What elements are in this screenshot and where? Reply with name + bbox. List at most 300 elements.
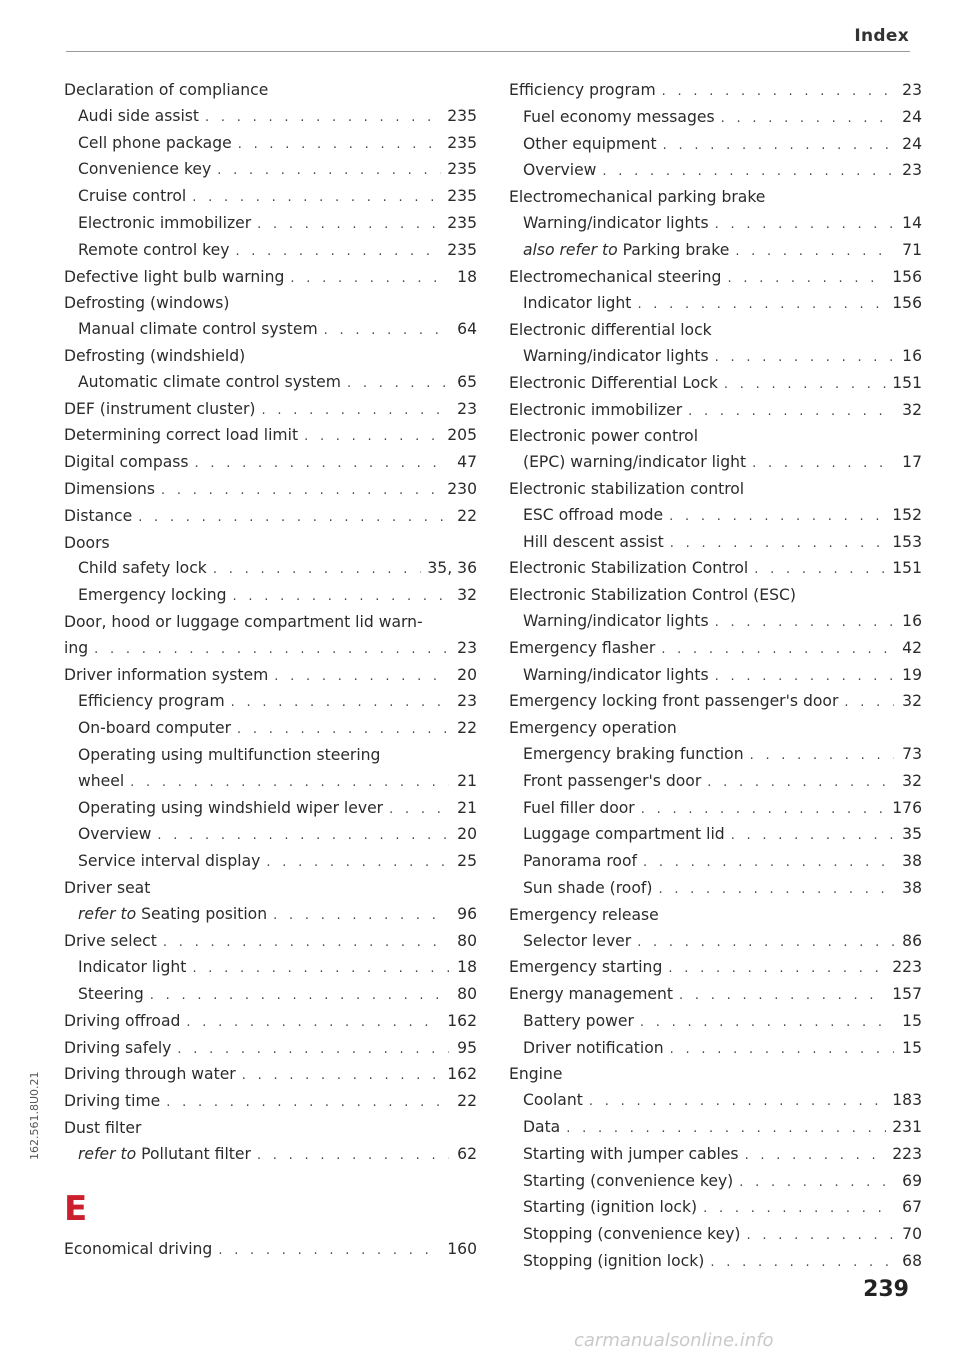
entry-term [78,556,207,582]
entry-text: Doors [64,533,110,552]
index-entry [509,450,922,477]
entry-term [509,265,721,291]
entry-term [64,929,157,955]
cross-reference-prefix: also refer to [523,240,618,259]
index-entry [509,158,922,185]
entry-text: Warning/indicator lights [523,346,709,365]
index-entry [64,317,477,344]
index-entry [64,716,477,743]
entry-term [509,1062,562,1088]
left-entries-after-e [64,1237,477,1264]
index-entry [64,157,477,184]
entry-term [523,1142,739,1168]
entry-term [509,716,677,742]
entry-page: 22 [457,719,477,738]
index-entry [64,955,477,982]
index-entry [64,477,477,504]
index-entry [509,1062,922,1088]
index-entry [509,371,922,398]
dot-leader [724,372,886,398]
entry-text: Parking brake [622,240,730,259]
entry-term [64,1009,180,1035]
entry-term [78,317,318,343]
index-entry [64,1089,477,1116]
entry-term [64,78,268,104]
entry-term [523,1222,741,1248]
entry-text: Emergency release [509,905,659,924]
dot-leader [731,823,894,849]
entry-page: 223 [892,958,922,977]
section-title: Index [854,26,909,46]
index-entry [509,583,922,609]
index-entry [509,265,922,292]
entry-page: 20 [457,665,477,684]
entry-term [64,636,88,662]
dot-leader [257,1143,449,1169]
entry-text: Engine [509,1065,563,1084]
index-entry [64,450,477,477]
entry-page: 162 [447,1011,477,1030]
entry-text: Driving offroad [64,1011,181,1030]
entry-term [523,1009,634,1035]
index-entry [64,556,477,583]
index-entry [64,291,477,317]
index-entry [509,556,922,583]
index-entry [509,477,922,503]
index-entry [64,796,477,823]
entry-term [523,1115,560,1141]
entry-page: 153 [892,532,922,551]
dot-leader [163,930,449,956]
entry-text: Starting with jumper cables [523,1144,739,1163]
entry-term [64,1062,236,1088]
entry-term [78,902,267,928]
dot-leader [261,398,449,424]
index-entry [64,531,477,557]
entry-text: Door, hood or luggage compartment lid warn- [64,612,423,631]
index-entry [509,1249,922,1276]
index-entry [509,211,922,238]
dot-leader [257,212,441,238]
dot-leader [640,1010,894,1036]
index-entry [64,131,477,158]
dot-leader [94,637,449,663]
index-entry [509,849,922,876]
dot-leader [157,823,449,849]
entry-page: 32 [902,771,922,790]
entry-text: Indicator light [523,294,632,313]
entry-term [523,663,709,689]
index-entry [509,903,922,929]
entry-term [78,822,151,848]
dot-leader [566,1116,886,1142]
entry-term [64,291,229,317]
dot-leader [177,1037,449,1063]
entry-text: Defective light bulb warning [64,267,285,286]
entry-page: 235 [447,106,477,125]
entry-page: 68 [902,1252,922,1271]
entry-page: 32 [457,586,477,605]
entry-text: Electronic immobilizer [78,213,252,232]
entry-page: 70 [902,1225,922,1244]
dot-leader [721,106,894,132]
dot-leader [844,690,894,716]
index-entry [509,291,922,318]
entry-term [523,158,596,184]
entry-term [523,291,631,317]
index-entry [509,503,922,530]
entry-page: 23 [902,81,922,99]
dot-leader [643,850,894,876]
index-entry [64,104,477,131]
entry-term [64,531,110,557]
dot-leader [688,399,894,425]
index-entry [509,663,922,690]
entry-term [78,370,341,396]
entry-page: 62 [457,1144,477,1163]
entry-page: 235 [447,133,477,152]
entry-page: 71 [902,240,922,259]
dot-leader [745,1143,887,1169]
dot-leader [750,743,894,769]
dot-leader [641,797,887,823]
entry-text: Emergency starting [509,958,663,977]
entry-term [64,610,423,636]
index-entry [64,1142,477,1169]
entry-text: Selector lever [523,931,632,950]
entry-text: Emergency braking function [523,744,744,763]
entry-text: Dust filter [64,1119,142,1138]
dot-leader [658,877,894,903]
document-code: 162.561.8U0.21 [28,1071,41,1160]
entry-term [78,982,144,1008]
index-entry [509,609,922,636]
index-entry [64,397,477,424]
entry-page: 235 [447,160,477,179]
entry-text: Warning/indicator lights [523,213,709,232]
entry-term [509,955,662,981]
entry-text: Emergency flasher [509,638,656,657]
entry-page: 162 [447,1065,477,1084]
entry-page: 24 [902,134,922,153]
dot-leader [235,239,441,265]
dot-leader [242,1063,442,1089]
entry-page: 80 [457,985,477,1004]
entry-term [523,105,715,131]
dot-leader [754,557,886,583]
entry-term [509,636,655,662]
index-entry [509,796,922,823]
entry-term [64,344,245,370]
entry-term [509,583,796,609]
entry-page: 22 [457,1092,477,1111]
entry-text: Electronic Stabilization Control [509,559,749,578]
entry-term [523,450,746,476]
entry-text: Fuel filler door [523,798,635,817]
entry-text: Drive select [64,931,157,950]
entry-term [523,822,725,848]
entry-page: 24 [902,107,922,126]
entry-text: Service interval display [78,852,261,871]
index-entry [64,1036,477,1063]
entry-term [78,716,231,742]
dot-leader [192,185,441,211]
index-entry [509,822,922,849]
entry-text: Pollutant filter [141,1144,251,1163]
dot-leader [710,1250,894,1276]
index-entry [64,929,477,956]
entry-term [78,583,227,609]
dot-leader [715,212,894,238]
index-entry [509,876,922,903]
entry-text: Driving safely [64,1038,172,1057]
dot-leader [150,983,449,1009]
index-entry [64,769,477,796]
dot-leader [213,557,422,583]
dot-leader [707,770,894,796]
entry-text: Electromechanical parking brake [509,188,766,207]
index-entry [64,344,477,370]
entry-text: Panorama roof [523,852,637,871]
entry-page: 160 [447,1239,477,1258]
index-entry [64,211,477,238]
entry-term [64,1089,160,1115]
entry-text: Front passenger's door [523,771,702,790]
index-entry [64,265,477,292]
entry-page: 35 [902,825,922,844]
entry-term [523,238,729,264]
entry-text: Child safety lock [78,559,207,578]
entry-page: 47 [457,453,477,472]
entry-text: Automatic climate control system [78,372,341,391]
entry-page: 32 [902,400,922,419]
index-entry [64,610,477,636]
index-entry [509,132,922,159]
entry-text: Electronic immobilizer [509,400,683,419]
index-entry [509,105,922,132]
entry-page: 32 [902,692,922,711]
entry-term [523,876,652,902]
entry-page: 21 [457,798,477,817]
index-entry [64,902,477,929]
entry-text: Stopping (ignition lock) [523,1252,705,1271]
entry-page: 151 [892,373,922,392]
entry-text: Efficiency program [509,81,656,99]
entry-text: Data [523,1118,561,1137]
entry-term [523,849,637,875]
entry-page: 80 [457,931,477,950]
entry-text: Operating using multifunction steering [78,745,381,764]
entry-page: 38 [902,852,922,871]
page-number: 239 [863,1277,909,1302]
dot-leader [670,531,886,557]
entry-page: 18 [457,958,477,977]
entry-term [523,1036,664,1062]
entry-term [509,689,838,715]
entry-term [78,955,186,981]
entry-text: Steering [78,985,144,1004]
index-entry [509,318,922,344]
entry-term [64,1116,141,1142]
entry-term [523,796,635,822]
entry-text: Battery power [523,1011,634,1030]
entry-text: Operating using windshield wiper lever [78,798,384,817]
entry-term [78,849,260,875]
entry-page: 86 [902,931,922,950]
entry-page: 25 [457,852,477,871]
entry-text: Indicator light [78,958,187,977]
entry-page: 35, 36 [427,559,477,578]
entry-term [509,982,673,1008]
dot-leader [727,266,886,292]
index-entry [64,636,477,663]
entry-page: 65 [457,372,477,391]
entry-text: On-board computer [78,719,231,738]
dot-leader [715,610,894,636]
index-entry [509,1222,922,1249]
dot-leader [192,956,449,982]
index-entry [509,1115,922,1142]
dot-leader [186,1010,441,1036]
entry-page: 69 [902,1171,922,1190]
entry-term [64,450,189,476]
entry-text: Cell phone package [78,133,232,152]
entry-text: Warning/indicator lights [523,611,709,630]
entry-term [64,1036,171,1062]
entry-term [509,398,682,424]
entry-page: 23 [902,161,922,180]
dot-leader [266,850,449,876]
index-entry [64,743,477,769]
index-entry [509,1088,922,1115]
entry-text: DEF (instrument cluster) [64,399,256,418]
entry-term [78,131,232,157]
entry-text: Economical driving [64,1239,213,1258]
entry-term [78,184,186,210]
entry-page: 21 [457,771,477,790]
entry-page: 18 [457,267,477,286]
index-entry [509,1195,922,1222]
index-entry [509,929,922,956]
entry-term [523,503,663,529]
right-entries [509,78,922,1276]
watermark: carmanualsonline.info [574,1330,774,1351]
entry-term [509,424,698,450]
entry-page: 96 [457,904,477,923]
entry-text: Electronic stabilization control [509,479,745,498]
entry-text: Distance [64,506,133,525]
entry-text: Driver information system [64,665,269,684]
entry-text: Driver notification [523,1038,664,1057]
entry-text: Dimensions [64,479,156,498]
dot-leader [739,1170,894,1196]
entry-page: 73 [902,744,922,763]
entry-term [78,211,251,237]
entry-text: Emergency operation [509,719,677,738]
index-entry [64,1116,477,1142]
entry-text: Hill descent assist [523,532,664,551]
dot-leader [161,478,441,504]
entry-page: 67 [902,1198,922,1217]
index-entry [64,184,477,211]
dot-leader [218,1238,441,1264]
entry-page: 235 [447,213,477,232]
dot-leader [389,797,449,823]
entry-text: Warning/indicator lights [523,665,709,684]
dot-leader [217,158,441,184]
index-entry [64,583,477,610]
index-column-right [509,78,922,1276]
dot-leader [274,664,449,690]
entry-term [509,556,748,582]
dot-leader [663,133,894,159]
index-entry [509,769,922,796]
index-entry [64,689,477,716]
index-entry [509,398,922,425]
entry-term [78,157,211,183]
entry-page: 16 [902,346,922,365]
index-entry [64,982,477,1009]
entry-term [523,742,744,768]
entry-text: wheel [78,771,125,790]
entry-term [64,876,150,902]
dot-leader [661,637,894,663]
entry-term [523,1195,697,1221]
entry-text: Starting (convenience key) [523,1171,734,1190]
dot-leader [715,345,894,371]
entry-page: 15 [902,1011,922,1030]
index-entry [64,370,477,397]
index-entry [509,689,922,716]
entry-term [78,238,229,264]
dot-leader [752,451,894,477]
index-entry [509,78,922,105]
index-entry [509,742,922,769]
dot-leader [670,1037,894,1063]
entry-text: Electromechanical steering [509,267,722,286]
index-entry [509,1036,922,1063]
entry-text: Efficiency program [78,692,225,711]
dot-leader [662,79,894,105]
entry-term [523,609,709,635]
entry-term [64,265,284,291]
entry-page: 152 [892,505,922,524]
entry-term [64,423,298,449]
entry-term [523,1169,733,1195]
entry-page: 235 [447,240,477,259]
entry-text: Starting (ignition lock) [523,1198,698,1217]
index-column-left [64,78,477,1263]
index-entry [509,716,922,742]
entry-page: 223 [892,1144,922,1163]
entry-text: Driving time [64,1092,161,1111]
entry-page: 19 [902,665,922,684]
entry-page: 183 [892,1091,922,1110]
entry-text: Cruise control [78,187,187,206]
entry-text: Remote control key [78,240,230,259]
dot-leader [205,105,441,131]
dot-leader [715,664,894,690]
entry-text: Overview [78,825,152,844]
entry-term [523,929,631,955]
entry-text: Sun shade (roof) [523,878,653,897]
index-entry [64,822,477,849]
entry-text: Seating position [141,904,268,923]
dot-leader [166,1090,449,1116]
entry-page: 231 [892,1118,922,1137]
entry-text: Electronic power control [509,427,699,446]
entry-term [523,1249,704,1275]
